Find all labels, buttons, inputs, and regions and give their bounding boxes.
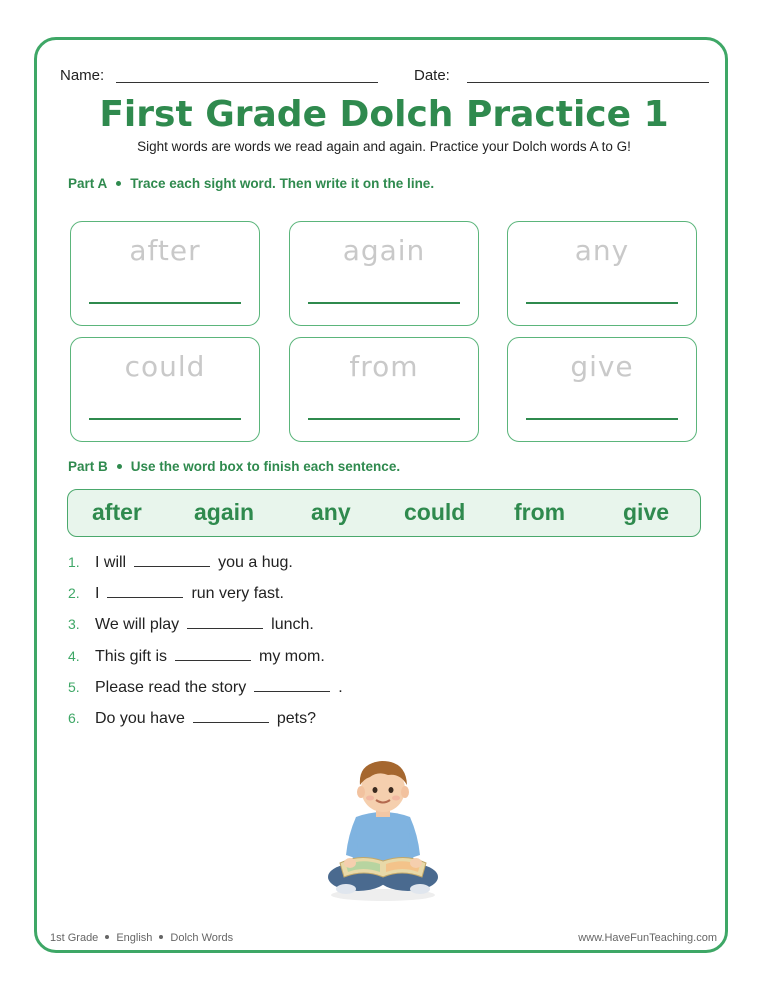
word-box-word: again	[194, 499, 255, 525]
word-box-word: could	[404, 499, 466, 525]
page-title: First Grade Dolch Practice 1	[99, 94, 669, 135]
sentence	[68, 552, 293, 572]
sentence-number: 3.	[68, 616, 80, 632]
trace-card	[507, 221, 697, 326]
sentence-end: lunch.	[271, 616, 314, 633]
bullet-icon	[159, 935, 163, 939]
trace-word: give	[570, 350, 634, 383]
trace-word: again	[342, 234, 426, 267]
footer-tags	[50, 932, 233, 944]
answer-blank[interactable]	[187, 614, 263, 629]
sentence-start: This gift is	[95, 648, 168, 665]
page-subtitle: Sight words are words we read again and again. Practice your Dolch words A to G!	[137, 139, 631, 154]
footer-tag: English	[116, 932, 153, 944]
write-line	[526, 418, 678, 420]
sentence	[68, 646, 325, 666]
part-a-heading	[68, 176, 434, 191]
date-line	[467, 82, 709, 83]
word-box-word: any	[311, 499, 351, 525]
name-label: Name:	[60, 67, 105, 84]
sentence-start: Please read the story	[95, 679, 247, 696]
bullet-icon	[105, 935, 109, 939]
trace-card	[507, 337, 697, 442]
sentence-number: 2.	[68, 585, 80, 601]
trace-card	[70, 221, 260, 326]
trace-word: after	[129, 234, 201, 267]
write-line	[308, 302, 460, 304]
word-box-word: after	[92, 499, 142, 525]
sentence	[68, 614, 314, 634]
trace-word: from	[349, 350, 419, 383]
part-a-label: Part A	[68, 176, 108, 191]
sentence	[68, 708, 316, 728]
answer-blank[interactable]	[193, 708, 269, 723]
footer-tag: 1st Grade	[50, 932, 99, 944]
answer-blank[interactable]	[107, 583, 183, 598]
bullet-icon	[116, 181, 121, 186]
answer-blank[interactable]	[175, 646, 251, 661]
sentence-start: We will play	[95, 616, 180, 633]
part-a-instruction: Trace each sight word. Then write it on the line.	[130, 176, 435, 191]
sentence-end: pets?	[276, 710, 316, 727]
trace-card	[289, 221, 479, 326]
name-line	[116, 82, 378, 83]
write-line	[526, 302, 678, 304]
trace-word: could	[124, 350, 206, 383]
sentence	[68, 583, 284, 603]
sentence-number: 4.	[68, 648, 80, 664]
footer-tag: Dolch Words	[170, 932, 234, 944]
sentence-number: 1.	[68, 554, 80, 570]
write-line	[89, 418, 241, 420]
trace-card	[289, 337, 479, 442]
answer-blank[interactable]	[254, 677, 330, 692]
sentence	[68, 677, 343, 697]
word-box-word: from	[514, 499, 566, 525]
word-box-word: give	[623, 499, 670, 525]
write-line	[89, 302, 241, 304]
trace-word: any	[574, 234, 630, 267]
word-box	[67, 489, 701, 537]
boy-reading-book-icon	[318, 755, 448, 905]
sentence-end: run very fast.	[191, 585, 284, 602]
sentence-end: .	[338, 679, 343, 696]
date-label: Date:	[414, 67, 450, 84]
sentence-end: my mom.	[259, 648, 325, 665]
part-b-heading	[68, 459, 400, 474]
sentence-end: you a hug.	[218, 554, 293, 571]
trace-card	[70, 337, 260, 442]
bullet-icon	[117, 464, 122, 469]
sentence-number: 5.	[68, 679, 80, 695]
footer-website[interactable]: www.HaveFunTeaching.com	[578, 932, 717, 944]
part-b-instruction: Use the word box to finish each sentence.	[130, 459, 401, 474]
sentence-start: I will	[95, 554, 127, 571]
write-line	[308, 418, 460, 420]
answer-blank[interactable]	[134, 552, 210, 567]
sentence-start: I	[95, 585, 100, 602]
part-b-label: Part B	[68, 459, 108, 474]
sentence-number: 6.	[68, 710, 80, 726]
sentence-start: Do you have	[95, 710, 185, 727]
